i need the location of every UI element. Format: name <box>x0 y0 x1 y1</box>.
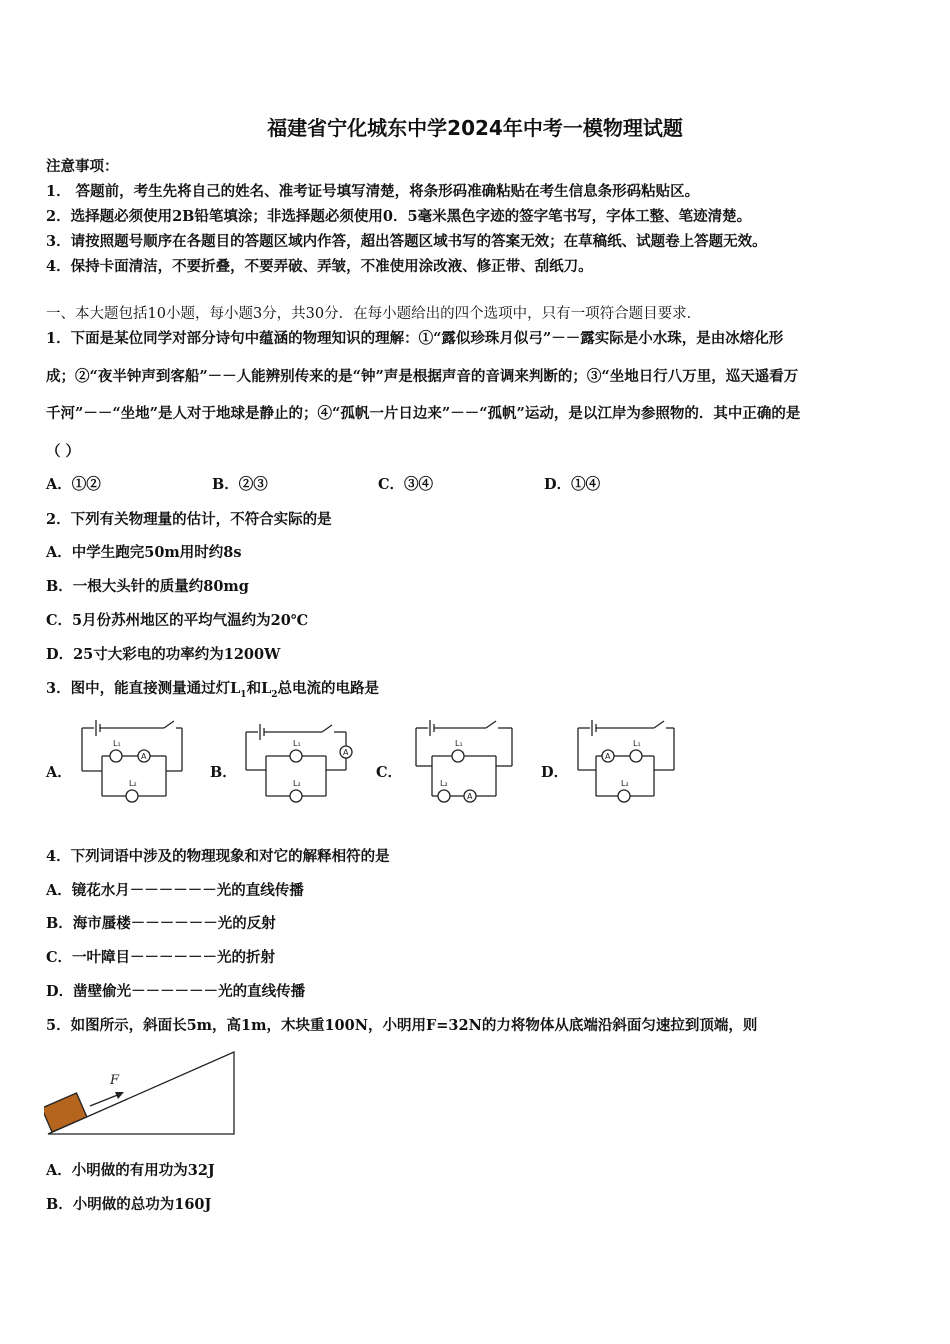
option-b[interactable]: B． <box>210 764 237 781</box>
lamp-label: L₂ <box>293 779 301 788</box>
notice-item: 2．选择题必须使用2B铅笔填涂；非选择题必须使用0．5毫米黑色字迹的签字笔书写，字体工整、笔迹清楚。 <box>46 208 752 225</box>
notice-heading: 注意事项： <box>46 158 119 175</box>
lamp-l1: L <box>230 680 241 697</box>
option-c[interactable]: C．5月份苏州地区的平均气温约为20℃ <box>46 612 309 629</box>
q1-line: （ ） <box>46 443 81 460</box>
lamp-label: L₂ <box>621 779 629 788</box>
option-b[interactable]: B．小明做的总功为160J <box>46 1196 212 1213</box>
circuit-diagram-d <box>574 716 684 808</box>
lamp-label: L₂ <box>129 779 137 788</box>
option-c[interactable]: C．③④ <box>378 476 434 493</box>
notice-item: 4．保持卡面清洁，不要折叠，不要弄破、弄皱，不准使用涂改液、修正带、刮纸刀。 <box>46 258 593 275</box>
q1-line: 千河”－－“坐地”是人对于地球是静止的；④“孤帆一片日边来”－－“孤帆”运动，是以江岸为参照物的．其中正确的是 <box>46 405 801 422</box>
option-d[interactable]: D．25寸大彩电的功率约为1200W <box>46 646 281 663</box>
lamp-label: L₁ <box>113 739 121 748</box>
q3-stem <box>46 677 379 700</box>
force-label: F <box>110 1073 120 1088</box>
lamp-label: L₁ <box>633 739 641 748</box>
lamp-l2: L <box>261 680 272 697</box>
incline-diagram <box>44 1048 240 1140</box>
q3-stem-a: 3．图中，能直接测量通过灯 <box>46 680 231 697</box>
option-b[interactable]: B．②③ <box>212 476 268 493</box>
q5-stem: 5．如图所示，斜面长5m，高1m，木块重100N，小明用F=32N的力将物体从底端沿斜面匀速拉到顶端，则 <box>46 1017 758 1034</box>
page-title: 福建省宁化城东中学2024年中考一模物理试题 <box>267 116 683 140</box>
option-a[interactable]: A．镜花水月－－－－－－光的直线传播 <box>46 882 304 899</box>
lamp-label: L₂ <box>440 779 448 788</box>
option-b[interactable]: B．海市蜃楼－－－－－－光的反射 <box>46 915 276 932</box>
option-a[interactable]: A．中学生跑完50m用时约8s <box>46 544 242 561</box>
q1-line: 成；②“夜半钟声到客船”－－人能辨别传来的是“钟”声是根据声音的音调来判断的；③“坐地日行八万里，巡天遥看万 <box>46 368 799 385</box>
notice-item: 3．请按照题号顺序在各题目的答题区域内作答，超出答题区域书写的答案无效；在草稿纸、试题卷上答题无效。 <box>46 233 767 250</box>
section-heading: 一、本大题包括10小题，每小题3分，共30分．在每小题给出的四个选项中，只有一项符合题目要求． <box>46 306 702 322</box>
lamp-l2-sub: 2 <box>271 689 278 700</box>
option-c[interactable]: C．一叶障目－－－－－－光的折射 <box>46 949 276 966</box>
circuit-diagram-a <box>78 716 188 812</box>
ammeter-label: A <box>141 752 147 761</box>
option-a[interactable]: A．①② <box>46 476 101 493</box>
wood-block <box>44 1093 87 1132</box>
lamp-label: L₁ <box>455 739 463 748</box>
option-d[interactable]: D．①④ <box>544 476 601 493</box>
q1-options <box>46 473 710 494</box>
option-a[interactable]: A． <box>46 764 72 781</box>
q4-stem: 4．下列词语中涉及的物理现象和对它的解释相符的是 <box>46 848 390 865</box>
q3-and: 和 <box>246 680 262 697</box>
option-a[interactable]: A．小明做的有用功为32J <box>46 1162 215 1179</box>
q3-stem-b: 总电流的电路是 <box>277 680 380 697</box>
lamp-label: L₁ <box>293 739 301 748</box>
ammeter-label: A <box>343 748 349 757</box>
circuit-diagram-c <box>412 716 522 808</box>
option-c[interactable]: C． <box>376 764 403 781</box>
option-d[interactable]: D． <box>541 764 569 781</box>
q1-line: 1．下面是某位同学对部分诗句中蕴涵的物理知识的理解：①“露似珍珠月似弓”－－露实际是小水珠，是由冰熔化形 <box>46 330 784 347</box>
q2-stem: 2．下列有关物理量的估计，不符合实际的是 <box>46 511 332 528</box>
option-b[interactable]: B．一根大头针的质量约80mg <box>46 578 249 595</box>
circuit-diagram-b <box>242 720 357 806</box>
ammeter-label: A <box>467 792 473 801</box>
notice-item: 1． 答题前，考生先将自己的姓名、准考证号填写清楚，将条形码准确粘贴在考生信息条形码粘贴区。 <box>46 183 700 200</box>
ammeter-label: A <box>605 752 611 761</box>
option-d[interactable]: D．凿壁偷光－－－－－－光的直线传播 <box>46 983 306 1000</box>
lamp-l1-sub: 1 <box>240 689 247 700</box>
